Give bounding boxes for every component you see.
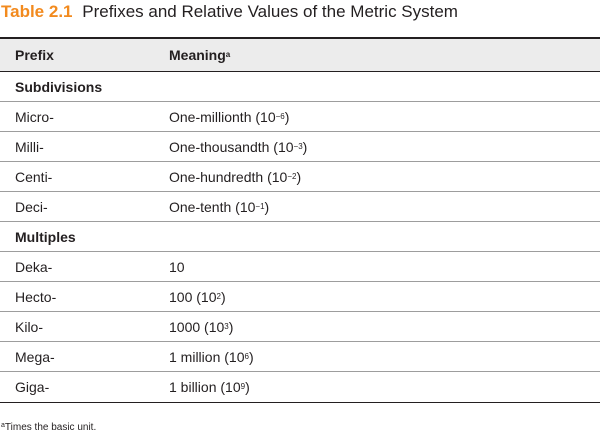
column-header-meaning-label: Meaning (169, 47, 226, 63)
meaning-close-paren: ) (284, 108, 290, 125)
meaning-close-paren: ) (248, 348, 254, 365)
meaning-close-paren: ) (302, 138, 308, 155)
prefix-cell: Micro- (15, 108, 54, 125)
prefix-cell: Kilo- (15, 318, 44, 335)
table-title: Prefixes and Relative Values of the Metric System (82, 2, 458, 21)
meaning-close-paren: ) (220, 288, 226, 305)
meaning-cell: One-tenth (10 −1 ) (169, 198, 270, 215)
table-number: Table 2.1 (1, 2, 73, 21)
meaning-text: 100 (10 (169, 288, 217, 305)
table-row (0, 192, 600, 222)
table-header-row (0, 39, 600, 72)
section-label: Subdivisions (15, 78, 103, 95)
meaning-cell: 1000 (10 3 ) (169, 318, 234, 335)
section-label: Multiples (15, 228, 76, 245)
column-header-meaning: Meaning a (169, 47, 231, 63)
meaning-text: One-millionth (10 (169, 108, 276, 125)
prefix-cell: Hecto- (15, 288, 57, 305)
meaning-close-paren: ) (264, 198, 270, 215)
prefix-cell: Mega- (15, 348, 55, 365)
meaning-text: One-thousandth (10 (169, 138, 294, 155)
footnote-text: Times the basic unit. (4, 422, 97, 433)
meaning-cell (169, 252, 185, 281)
prefix-cell: Deci- (15, 198, 48, 215)
prefix-cell: Milli- (15, 138, 44, 155)
meaning-text: 1 billion (10 (169, 379, 241, 395)
meaning-text: 10 (169, 258, 185, 275)
meaning-close-paren: ) (245, 379, 250, 395)
meaning-text: One-hundredth (10 (169, 168, 288, 185)
meaning-cell: One-hundredth (10 −2 ) (169, 168, 302, 185)
meaning-cell: One-millionth (10 −6 ) (169, 108, 290, 125)
section-header-row (0, 222, 600, 252)
table-row (0, 252, 600, 282)
table-row (0, 162, 600, 192)
table-row (0, 282, 600, 312)
table-row (0, 102, 600, 132)
column-header-prefix: Prefix (15, 47, 54, 63)
table-row (0, 372, 600, 402)
meaning-close-paren: ) (228, 318, 234, 335)
table-row (0, 342, 600, 372)
table-footnote (1, 422, 96, 434)
meaning-cell: 1 million (10 6 ) (169, 348, 254, 365)
footnote-mark: a (1, 422, 5, 429)
meaning-text: 1000 (10 (169, 318, 225, 335)
meaning-close-paren: ) (296, 168, 302, 185)
metric-prefix-table (0, 37, 600, 403)
table-body (0, 72, 600, 402)
meaning-cell: One-thousandth (10 −3 ) (169, 138, 308, 155)
prefix-cell: Deka- (15, 258, 53, 275)
prefix-cell: Centi- (15, 168, 53, 185)
meaning-cell: 100 (10 2 ) (169, 288, 226, 305)
table-caption (1, 0, 458, 24)
table-row (0, 312, 600, 342)
meaning-text: One-tenth (10 (169, 198, 256, 215)
meaning-cell: 1 billion (10 9 ) (169, 379, 250, 395)
table-row (0, 132, 600, 162)
section-header-row (0, 72, 600, 102)
prefix-cell: Giga- (15, 379, 50, 395)
meaning-text: 1 million (10 (169, 348, 245, 365)
